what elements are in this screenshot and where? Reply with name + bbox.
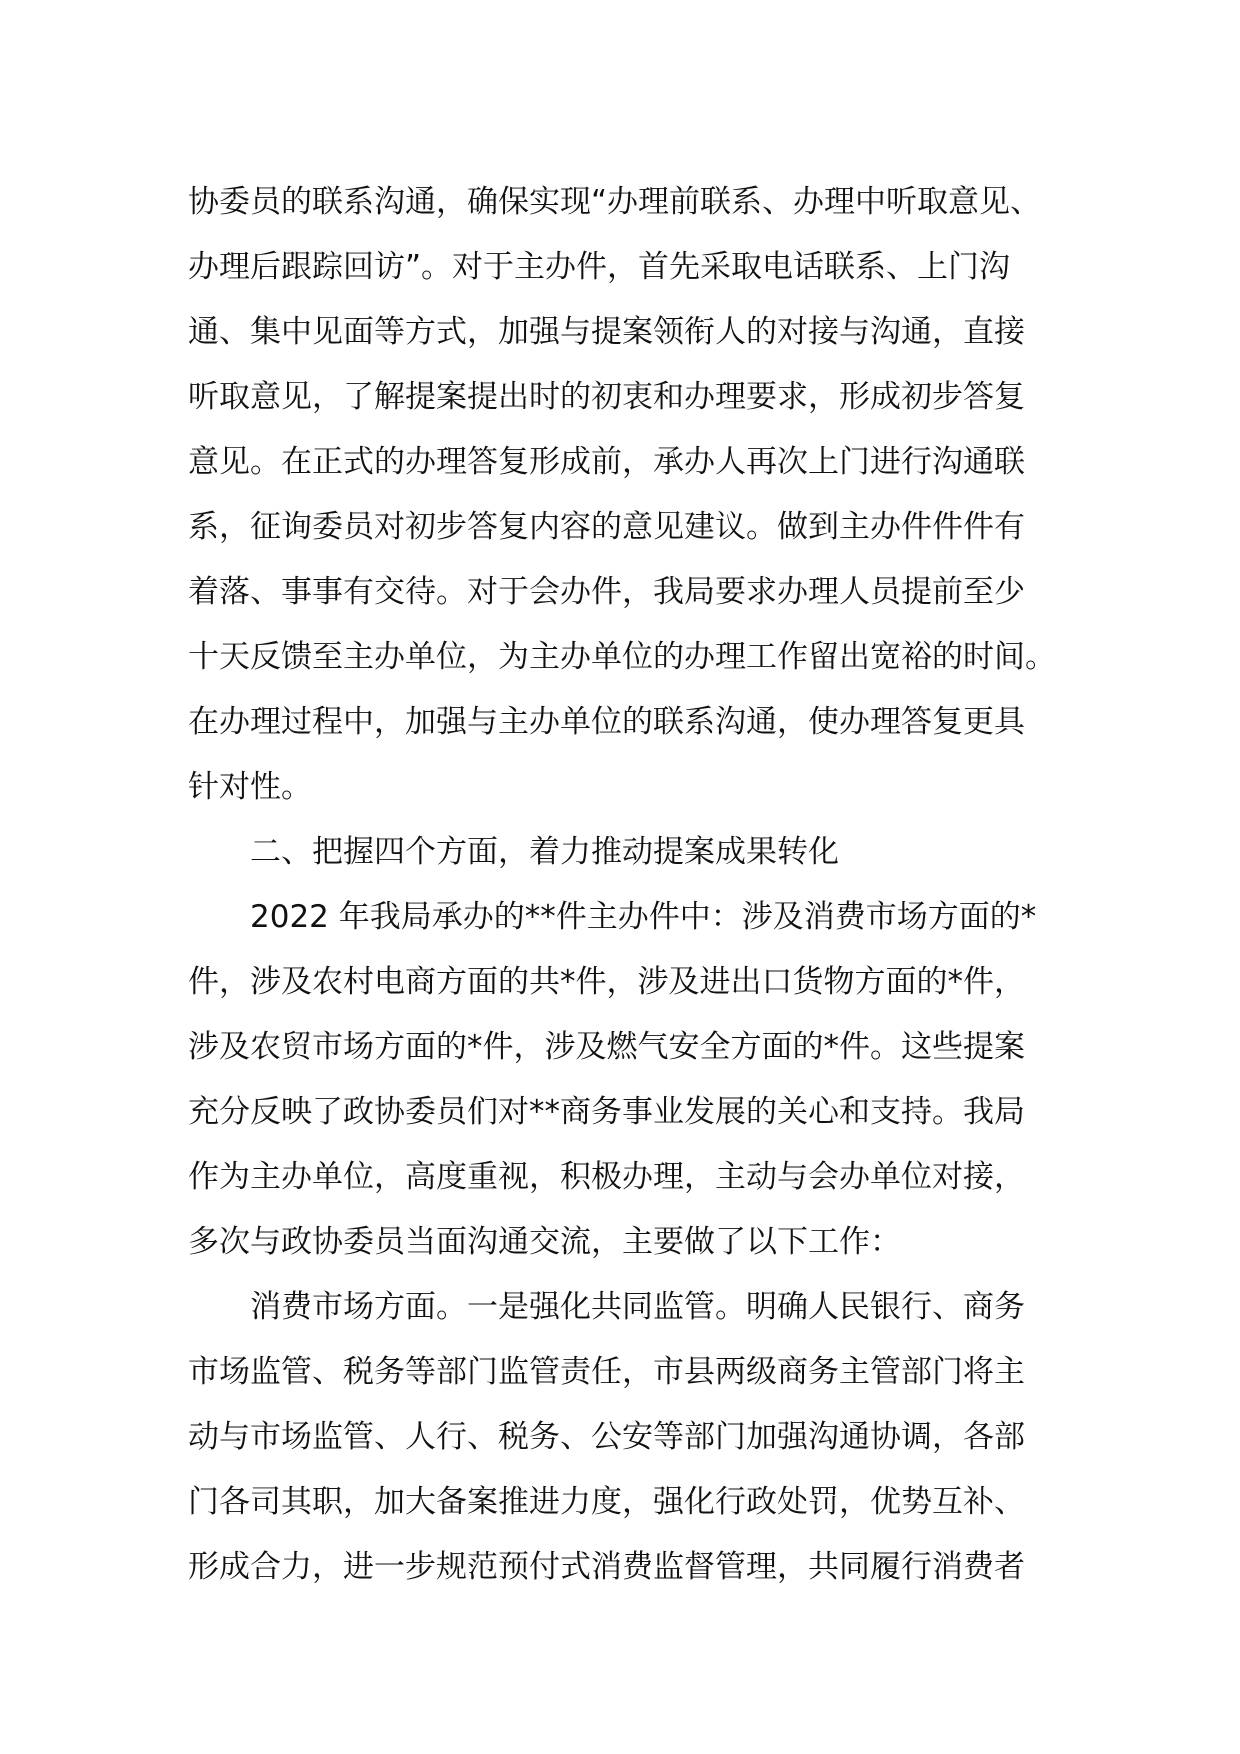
paragraph-1 — [188, 170, 1068, 820]
text-line: 意见。在正式的办理答复形成前，承办人再次上门进行沟通联 — [188, 444, 1025, 480]
text-line: 涉及农贸市场方面的*件，涉及燃气安全方面的*件。这些提案 — [188, 1029, 1025, 1065]
text-line: 动与市场监管、人行、税务、公安等部门加强沟通协调，各部 — [188, 1419, 1025, 1455]
paragraph-2 — [188, 885, 1068, 1275]
text-line: 多次与政协委员当面沟通交流，主要做了以下工作： — [188, 1224, 901, 1260]
text-line: 着落、事事有交待。对于会办件，我局要求办理人员提前至少 — [188, 574, 1025, 610]
text-line: 针对性。 — [188, 769, 312, 805]
paragraph-3 — [188, 1275, 1068, 1600]
text-line: 十天反馈至主办单位，为主办单位的办理工作留出宽裕的时间。 — [188, 639, 1056, 675]
text-line: 办理后跟踪回访”。对于主办件，首先采取电话联系、上门沟 — [188, 249, 1011, 285]
text-line: 消费市场方面。一是强化共同监管。明确人民银行、商务 — [250, 1289, 1025, 1325]
text-line: 通、集中见面等方式，加强与提案领衔人的对接与沟通，直接 — [188, 314, 1025, 350]
text-line: 听取意见，了解提案提出时的初衷和办理要求，形成初步答复 — [188, 379, 1025, 415]
section-heading — [188, 820, 1068, 885]
text-line: 在办理过程中，加强与主办单位的联系沟通，使办理答复更具 — [188, 704, 1025, 740]
text-line: 件，涉及农村电商方面的共*件，涉及进出口货物方面的*件， — [188, 964, 1025, 1000]
text-line: 2022 年我局承办的**件主办件中：涉及消费市场方面的* — [250, 899, 1037, 935]
text-line: 充分反映了政协委员们对**商务事业发展的关心和支持。我局 — [188, 1094, 1025, 1130]
text-line: 市场监管、税务等部门监管责任，市县两级商务主管部门将主 — [188, 1354, 1025, 1390]
text-line: 门各司其职，加大备案推进力度，强化行政处罚，优势互补、 — [188, 1484, 1025, 1520]
document-body — [188, 170, 1068, 1600]
text-line: 协委员的联系沟通，确保实现“办理前联系、办理中听取意见、 — [188, 184, 1042, 220]
text-line: 形成合力，进一步规范预付式消费监督管理，共同履行消费者 — [188, 1549, 1025, 1585]
text-line: 系，征询委员对初步答复内容的意见建议。做到主办件件件有 — [188, 509, 1025, 545]
text-line: 作为主办单位，高度重视，积极办理，主动与会办单位对接， — [188, 1159, 1025, 1195]
section-heading-text: 二、把握四个方面，着力推动提案成果转化 — [250, 834, 839, 870]
